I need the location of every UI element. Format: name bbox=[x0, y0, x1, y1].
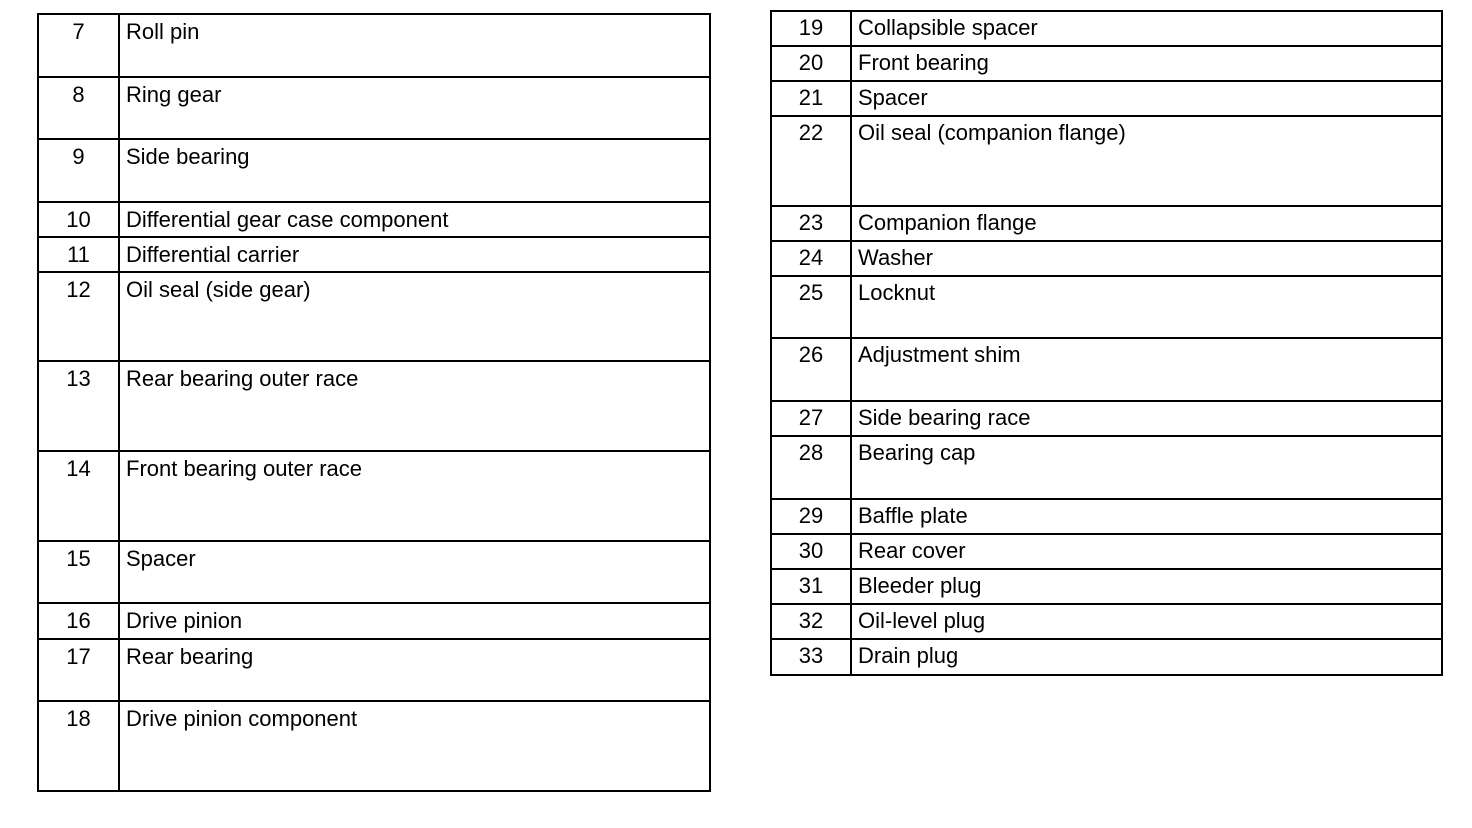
part-number: 25 bbox=[771, 276, 851, 338]
part-number: 17 bbox=[38, 639, 119, 701]
part-description: Oil-level plug bbox=[851, 604, 1442, 639]
part-description: Differential carrier bbox=[119, 237, 710, 272]
part-number: 14 bbox=[38, 451, 119, 541]
part-description: Baffle plate bbox=[851, 499, 1442, 534]
table-row bbox=[38, 639, 710, 701]
part-number: 13 bbox=[38, 361, 119, 451]
part-description: Side bearing race bbox=[851, 401, 1442, 436]
table-row bbox=[771, 569, 1442, 604]
table-row bbox=[771, 46, 1442, 81]
part-description: Oil seal (side gear) bbox=[119, 272, 710, 361]
part-description: Front bearing outer race bbox=[119, 451, 710, 541]
table-row bbox=[771, 604, 1442, 639]
part-number: 19 bbox=[771, 11, 851, 46]
part-number: 27 bbox=[771, 401, 851, 436]
table-row bbox=[771, 401, 1442, 436]
part-number: 21 bbox=[771, 81, 851, 116]
parts-table-right bbox=[770, 10, 1443, 676]
part-number: 12 bbox=[38, 272, 119, 361]
part-description: Adjustment shim bbox=[851, 338, 1442, 401]
table-row bbox=[38, 603, 710, 639]
part-number: 28 bbox=[771, 436, 851, 499]
part-description: Washer bbox=[851, 241, 1442, 276]
part-number: 11 bbox=[38, 237, 119, 272]
part-description: Spacer bbox=[851, 81, 1442, 116]
part-description: Oil seal (companion flange) bbox=[851, 116, 1442, 206]
part-number: 7 bbox=[38, 14, 119, 77]
table-row bbox=[38, 202, 710, 237]
part-number: 26 bbox=[771, 338, 851, 401]
part-number: 24 bbox=[771, 241, 851, 276]
part-description: Side bearing bbox=[119, 139, 710, 202]
part-description: Companion flange bbox=[851, 206, 1442, 241]
table-row bbox=[38, 361, 710, 451]
part-number: 15 bbox=[38, 541, 119, 603]
part-description: Rear bearing bbox=[119, 639, 710, 701]
table-row bbox=[771, 241, 1442, 276]
table-row bbox=[771, 639, 1442, 675]
table-row bbox=[771, 206, 1442, 241]
part-number: 31 bbox=[771, 569, 851, 604]
part-number: 18 bbox=[38, 701, 119, 791]
table-row bbox=[38, 139, 710, 202]
table-row bbox=[771, 11, 1442, 46]
part-description: Drive pinion component bbox=[119, 701, 710, 791]
part-description: Roll pin bbox=[119, 14, 710, 77]
part-description: Spacer bbox=[119, 541, 710, 603]
table-row bbox=[771, 81, 1442, 116]
table-row bbox=[38, 272, 710, 361]
table-row bbox=[771, 499, 1442, 534]
table-row bbox=[38, 701, 710, 791]
part-description: Rear bearing outer race bbox=[119, 361, 710, 451]
part-description: Bearing cap bbox=[851, 436, 1442, 499]
part-number: 23 bbox=[771, 206, 851, 241]
part-description: Differential gear case component bbox=[119, 202, 710, 237]
part-description: Front bearing bbox=[851, 46, 1442, 81]
part-number: 22 bbox=[771, 116, 851, 206]
part-number: 32 bbox=[771, 604, 851, 639]
part-number: 29 bbox=[771, 499, 851, 534]
part-number: 33 bbox=[771, 639, 851, 675]
part-number: 8 bbox=[38, 77, 119, 139]
part-number: 9 bbox=[38, 139, 119, 202]
part-description: Rear cover bbox=[851, 534, 1442, 569]
part-number: 10 bbox=[38, 202, 119, 237]
parts-table-left bbox=[37, 13, 711, 792]
table-row bbox=[38, 451, 710, 541]
table-row bbox=[38, 541, 710, 603]
table-row bbox=[771, 116, 1442, 206]
table-row bbox=[771, 436, 1442, 499]
part-description: Collapsible spacer bbox=[851, 11, 1442, 46]
part-number: 16 bbox=[38, 603, 119, 639]
part-description: Drain plug bbox=[851, 639, 1442, 675]
table-row bbox=[38, 14, 710, 77]
table-row bbox=[771, 276, 1442, 338]
table-row bbox=[38, 77, 710, 139]
part-description: Bleeder plug bbox=[851, 569, 1442, 604]
part-description: Locknut bbox=[851, 276, 1442, 338]
table-row bbox=[38, 237, 710, 272]
part-description: Drive pinion bbox=[119, 603, 710, 639]
table-row bbox=[771, 338, 1442, 401]
part-description: Ring gear bbox=[119, 77, 710, 139]
part-number: 30 bbox=[771, 534, 851, 569]
table-row bbox=[771, 534, 1442, 569]
part-number: 20 bbox=[771, 46, 851, 81]
